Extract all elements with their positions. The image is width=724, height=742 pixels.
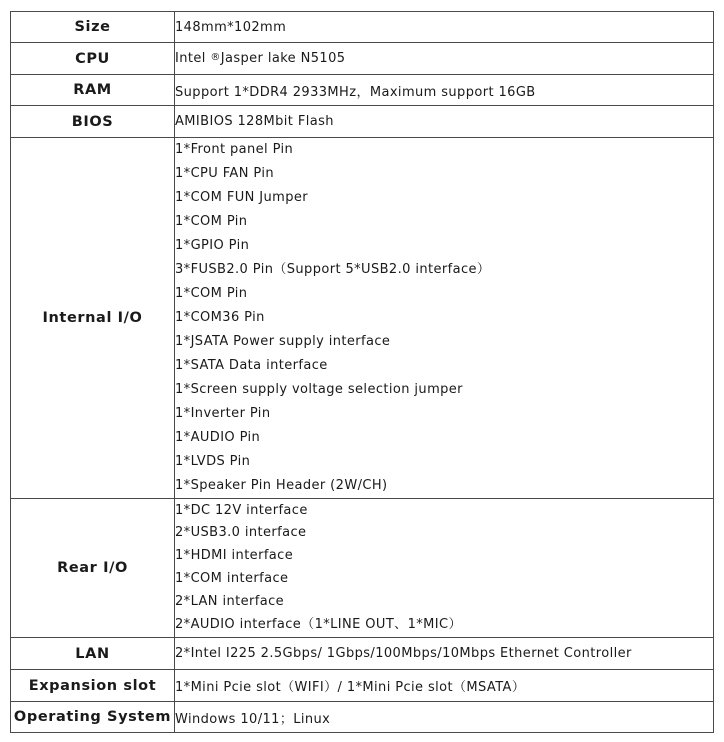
row-value-cpu <box>175 43 714 75</box>
row-label-lan: LAN <box>11 638 175 670</box>
list-item: 1*JSATA Power supply interface <box>175 334 391 349</box>
list-item: 1*Speaker Pin Header (2W/CH) <box>175 478 388 493</box>
list-item: 1*Screen supply voltage selection jumper <box>175 382 463 397</box>
row-label-bios: BIOS <box>11 106 175 138</box>
row-value-size: 148mm*102mm <box>175 12 714 43</box>
row-value-rear-io <box>175 499 714 638</box>
row-label-cpu: CPU <box>11 43 175 75</box>
row-label-internal-io: Internal I/O <box>11 138 175 499</box>
spec-row-operating-system <box>11 702 714 733</box>
list-item: 1*AUDIO Pin <box>175 430 261 445</box>
row-value-ram: Support 1*DDR4 2933MHz，Maximum support 16GB <box>175 75 714 106</box>
internal-io-list <box>175 138 713 498</box>
list-item: 1*Inverter Pin <box>175 406 271 421</box>
row-label-rear-io: Rear I/O <box>11 499 175 638</box>
row-label-ram: RAM <box>11 75 175 106</box>
list-item: 1*SATA Data interface <box>175 358 328 373</box>
spec-row-ram <box>11 75 714 106</box>
list-item: 1*Front panel Pin <box>175 142 294 157</box>
row-value-operating-system: Windows 10/11；Linux <box>175 702 714 733</box>
spec-row-internal-io <box>11 138 714 499</box>
spec-table <box>10 11 714 733</box>
cpu-brand: Intel <box>175 51 206 66</box>
list-item: 1*COM interface <box>175 571 289 586</box>
spec-row-size <box>11 12 714 43</box>
row-value-bios: AMIBIOS 128Mbit Flash <box>175 106 714 138</box>
rear-io-list <box>175 500 713 637</box>
list-item: 2*USB3.0 interface <box>175 525 307 541</box>
row-label-expansion-slot: Expansion slot <box>11 670 175 702</box>
spec-row-rear-io <box>11 499 714 638</box>
row-label-size: Size <box>11 12 175 43</box>
list-item: 1*DC 12V interface <box>175 502 308 518</box>
spec-row-expansion-slot <box>11 670 714 702</box>
list-item: 2*AUDIO interface（1*LINE OUT、1*MIC） <box>175 616 462 632</box>
registered-mark: ® <box>210 52 221 63</box>
row-label-operating-system: Operating System <box>11 702 175 733</box>
list-item: 1*LVDS Pin <box>175 454 251 469</box>
spec-row-cpu <box>11 43 714 75</box>
row-value-lan: 2*Intel I225 2.5Gbps/ 1Gbps/100Mbps/10Mbps Ethernet Controller <box>175 638 714 670</box>
row-value-internal-io <box>175 138 714 499</box>
list-item: 2*LAN interface <box>175 593 285 609</box>
list-item: 3*FUSB2.0 Pin（Support 5*USB2.0 interface） <box>175 262 491 277</box>
list-item: 1*COM FUN Jumper <box>175 190 309 205</box>
list-item: 1*GPIO Pin <box>175 238 250 253</box>
list-item: 1*CPU FAN Pin <box>175 166 274 181</box>
cpu-model: Jasper lake N5105 <box>220 51 346 66</box>
list-item: 1*HDMI interface <box>175 548 294 564</box>
spec-row-bios <box>11 106 714 138</box>
row-value-expansion-slot: 1*Mini Pcie slot（WIFI）/ 1*Mini Pcie slot（MSATA） <box>175 670 714 702</box>
list-item: 1*COM Pin <box>175 214 248 229</box>
list-item: 1*COM Pin <box>175 286 248 301</box>
list-item: 1*COM36 Pin <box>175 310 265 325</box>
spec-row-lan <box>11 638 714 670</box>
